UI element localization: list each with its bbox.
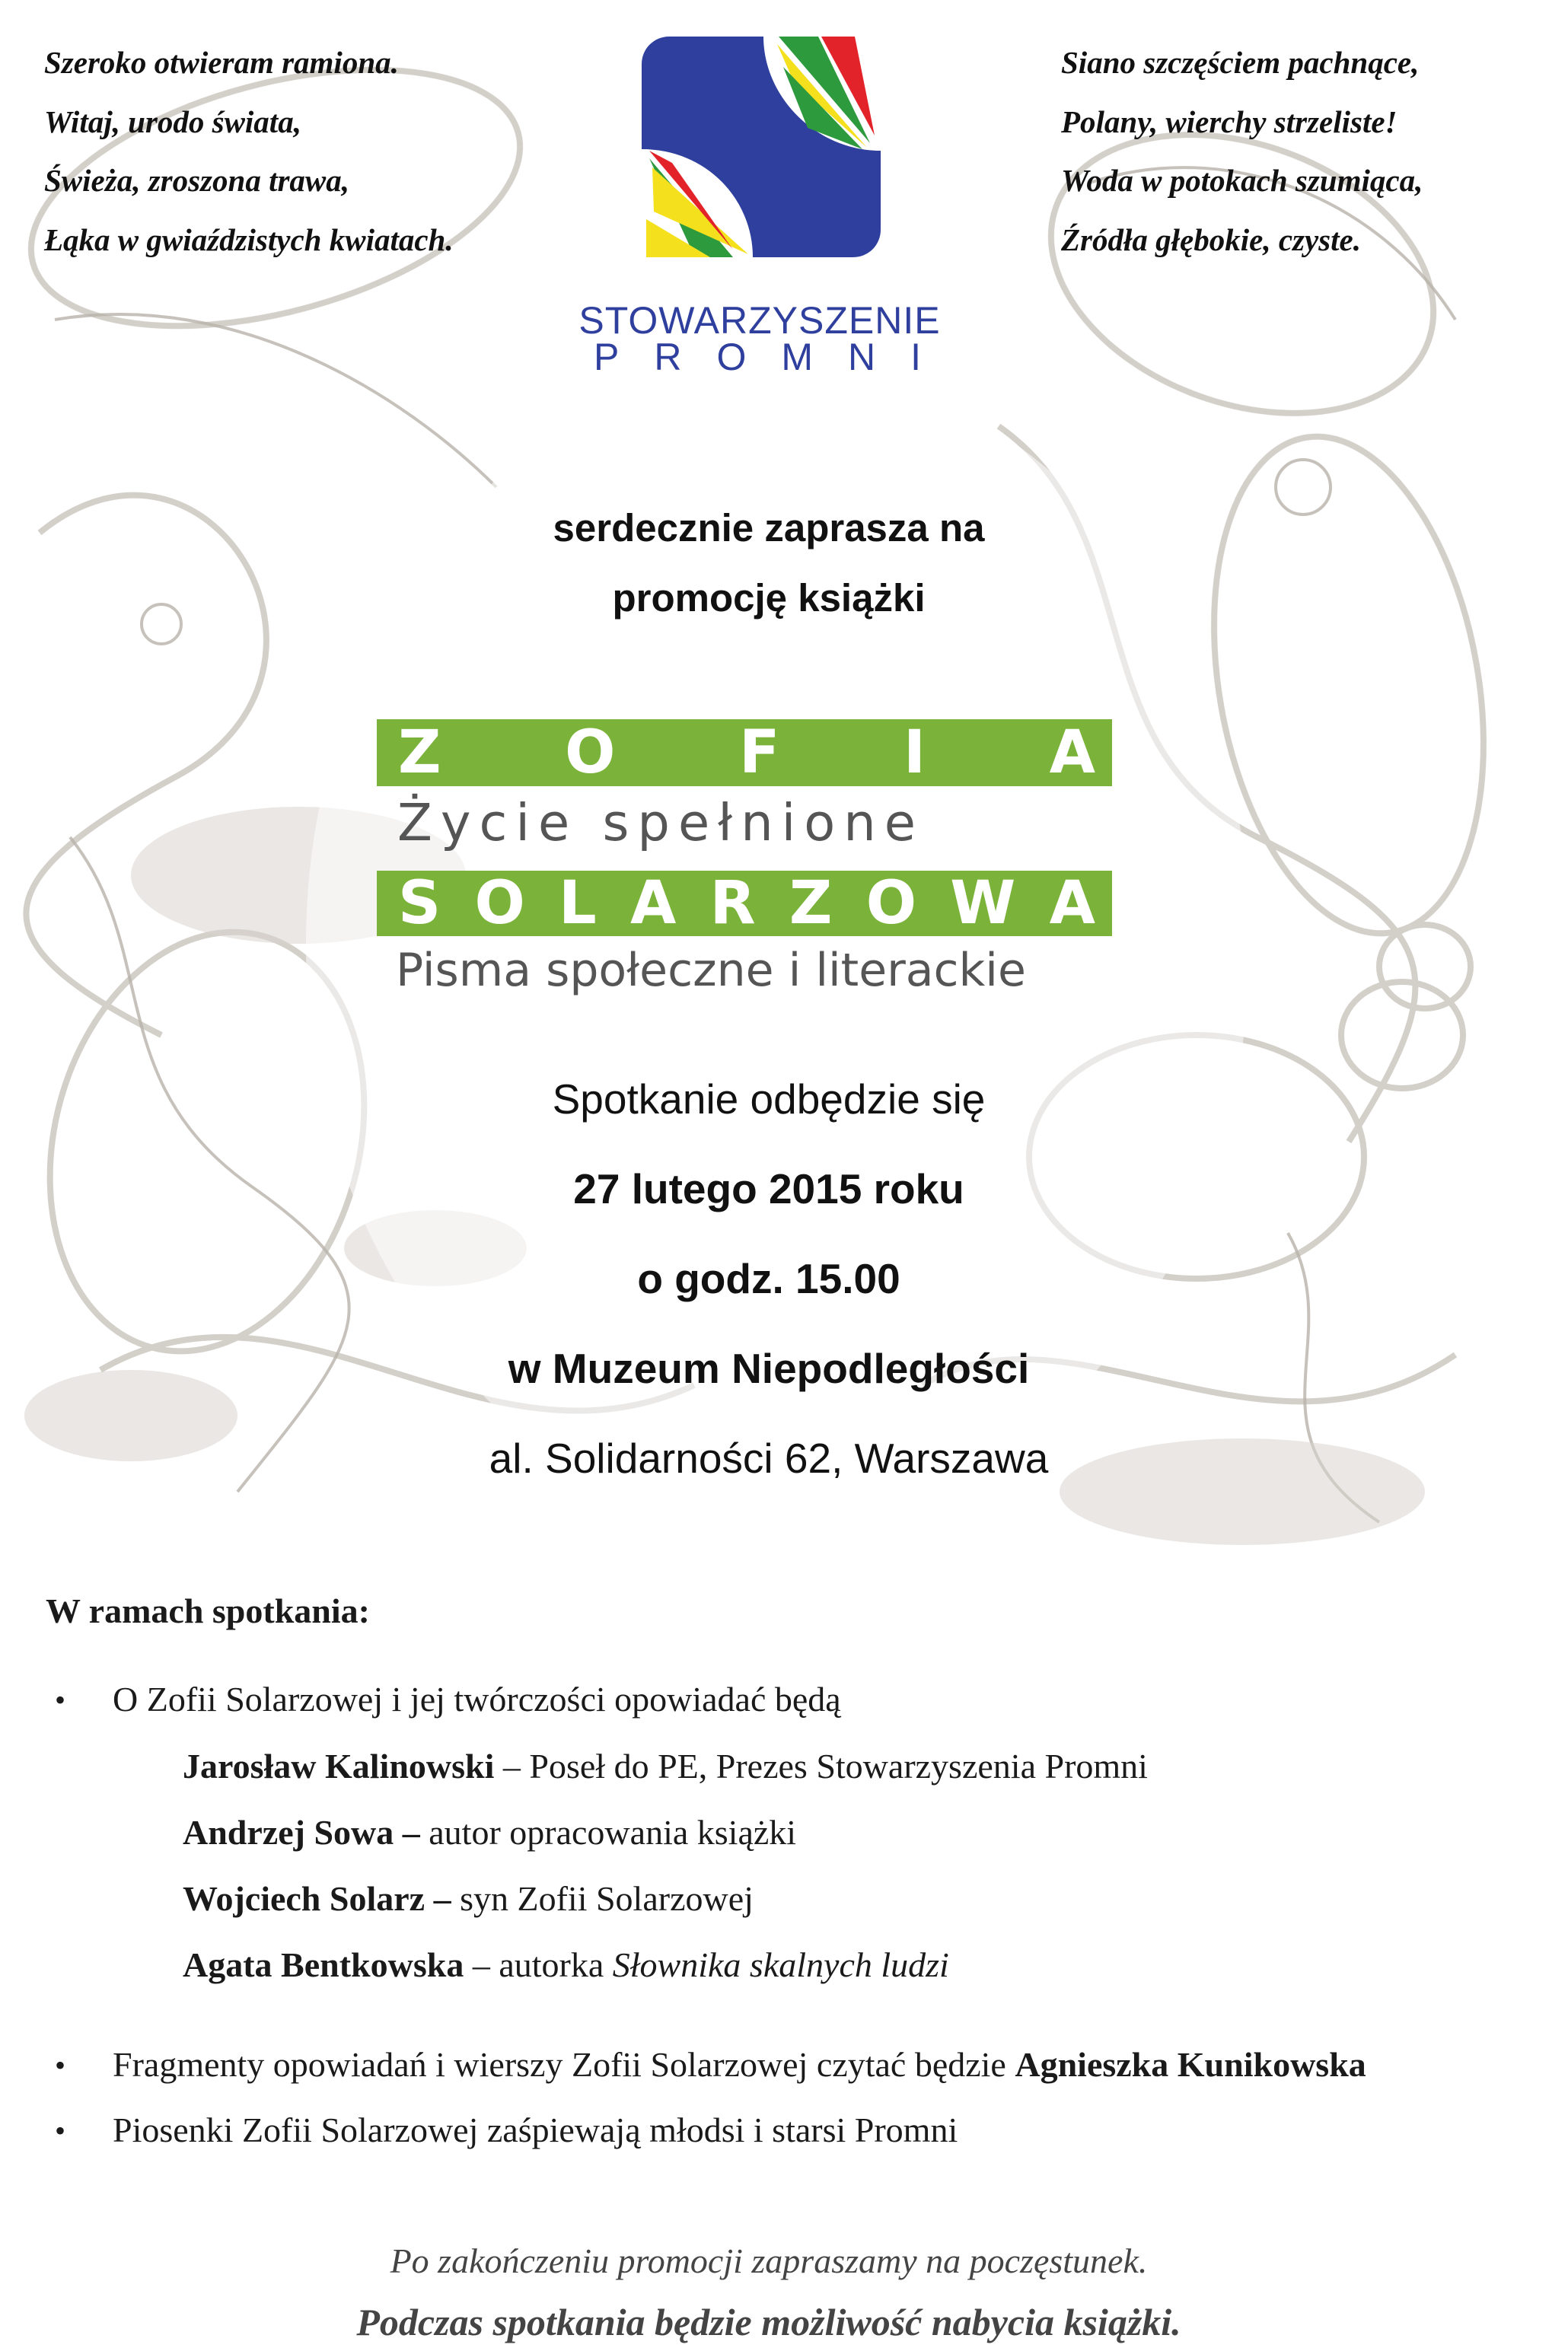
poem-left	[44, 33, 454, 269]
book-reference: Słownika skalnych ludzi	[612, 1945, 949, 1984]
footer-note: Po zakończeniu promocji zapraszamy na poczęstunek.	[390, 2241, 1148, 2280]
bullet-icon: •	[55, 2048, 66, 2082]
speaker-name: Agata Bentkowska	[183, 1945, 464, 1984]
speaker-line	[183, 1878, 754, 1919]
title-letter: R	[709, 869, 756, 938]
poem-line: Polany, wierchy strzeliste!	[1061, 104, 1397, 139]
poem-line: Łąka w gwiaździstych kwiatach.	[44, 221, 454, 257]
title-letter: I	[903, 718, 926, 787]
book-title-band-surname	[377, 871, 1112, 936]
meeting-intro: Spotkanie odbędzie się	[552, 1075, 986, 1123]
title-letter: A	[629, 869, 677, 938]
book-title-first-name	[377, 719, 1112, 786]
speaker-name: Jarosław Kalinowski	[183, 1747, 495, 1786]
title-letter: S	[398, 869, 441, 938]
speaker-separator: –	[464, 1945, 499, 1984]
title-letter: A	[1049, 718, 1095, 787]
poem-right	[1061, 33, 1423, 269]
program-item: O Zofii Solarzowej i jej twórczości opowiadać będą	[113, 1680, 841, 1719]
logo-name-line2: PROMNI	[594, 336, 956, 378]
poem-line: Woda w potokach szumiąca,	[1061, 163, 1423, 198]
speaker-line	[183, 1812, 796, 1852]
title-letter: O	[865, 869, 917, 938]
speaker-name: Andrzej Sowa –	[183, 1813, 420, 1852]
speaker-separator	[451, 1879, 461, 1918]
speaker-role: autor opracowania książki	[429, 1813, 797, 1852]
speaker-role: autorka	[499, 1945, 613, 1984]
book-title-surname	[377, 871, 1112, 936]
speaker-line	[183, 1945, 949, 1985]
speaker-role: syn Zofii Solarzowej	[460, 1879, 754, 1918]
book-subtitle: Życie spełnione	[397, 793, 924, 852]
speaker-name: Wojciech Solarz –	[183, 1879, 451, 1918]
speaker-separator	[420, 1813, 429, 1852]
speaker-line	[183, 1746, 1148, 1786]
promni-logo	[531, 0, 988, 409]
invitation-line: promocję książki	[612, 576, 926, 620]
reader-name: Agnieszka Kunikowska	[1015, 2045, 1366, 2084]
poem-line: Siano szczęściem pachnące,	[1061, 45, 1420, 80]
program-item: Piosenki Zofii Solarzowej zaśpiewają młodsi i starsi Promni	[113, 2110, 958, 2149]
poem-line: Świeża, zroszona trawa,	[44, 163, 350, 198]
invitation-line: serdecznie zaprasza na	[553, 506, 985, 550]
title-letter: L	[559, 869, 597, 938]
title-letter: F	[739, 718, 780, 787]
poem-line: Źródła głębokie, czyste.	[1061, 221, 1361, 257]
title-letter: A	[1049, 869, 1095, 938]
logo-name-line1: STOWARZYSZENIE	[578, 299, 941, 342]
footer-note-emphasis: Podczas spotkania będzie możliwość nabycia książki.	[356, 2301, 1181, 2343]
title-letter: Z	[789, 869, 833, 938]
speaker-separator: –	[494, 1747, 530, 1786]
program-heading: W ramach spotkania:	[46, 1591, 370, 1630]
title-letter: O	[565, 718, 616, 787]
program-item-text: Fragmenty opowiadań i wierszy Zofii Solarzowej czytać będzie	[113, 2045, 1015, 2084]
poem-line: Witaj, urodo świata,	[44, 104, 301, 139]
logo-emblem-icon	[642, 37, 881, 257]
title-letter: Z	[398, 718, 441, 787]
bullet-icon: •	[55, 2114, 66, 2148]
meeting-time: o godz. 15.00	[637, 1255, 900, 1302]
poem-line: Szeroko otwieram ramiona.	[44, 45, 399, 80]
title-letter: W	[950, 869, 1016, 938]
speaker-role: Poseł do PE, Prezes Stowarzyszenia Promni	[529, 1747, 1148, 1786]
meeting-date: 27 lutego 2015 roku	[573, 1165, 964, 1212]
bullet-icon: •	[55, 1683, 66, 1717]
book-title-band-first-name	[377, 719, 1112, 786]
meeting-place: w Muzeum Niepodległości	[508, 1345, 1030, 1392]
program-item	[113, 2044, 1366, 2085]
book-description: Pisma społeczne i literackie	[396, 944, 1026, 997]
meeting-address: al. Solidarności 62, Warszawa	[489, 1435, 1049, 1482]
title-letter: O	[474, 869, 525, 938]
